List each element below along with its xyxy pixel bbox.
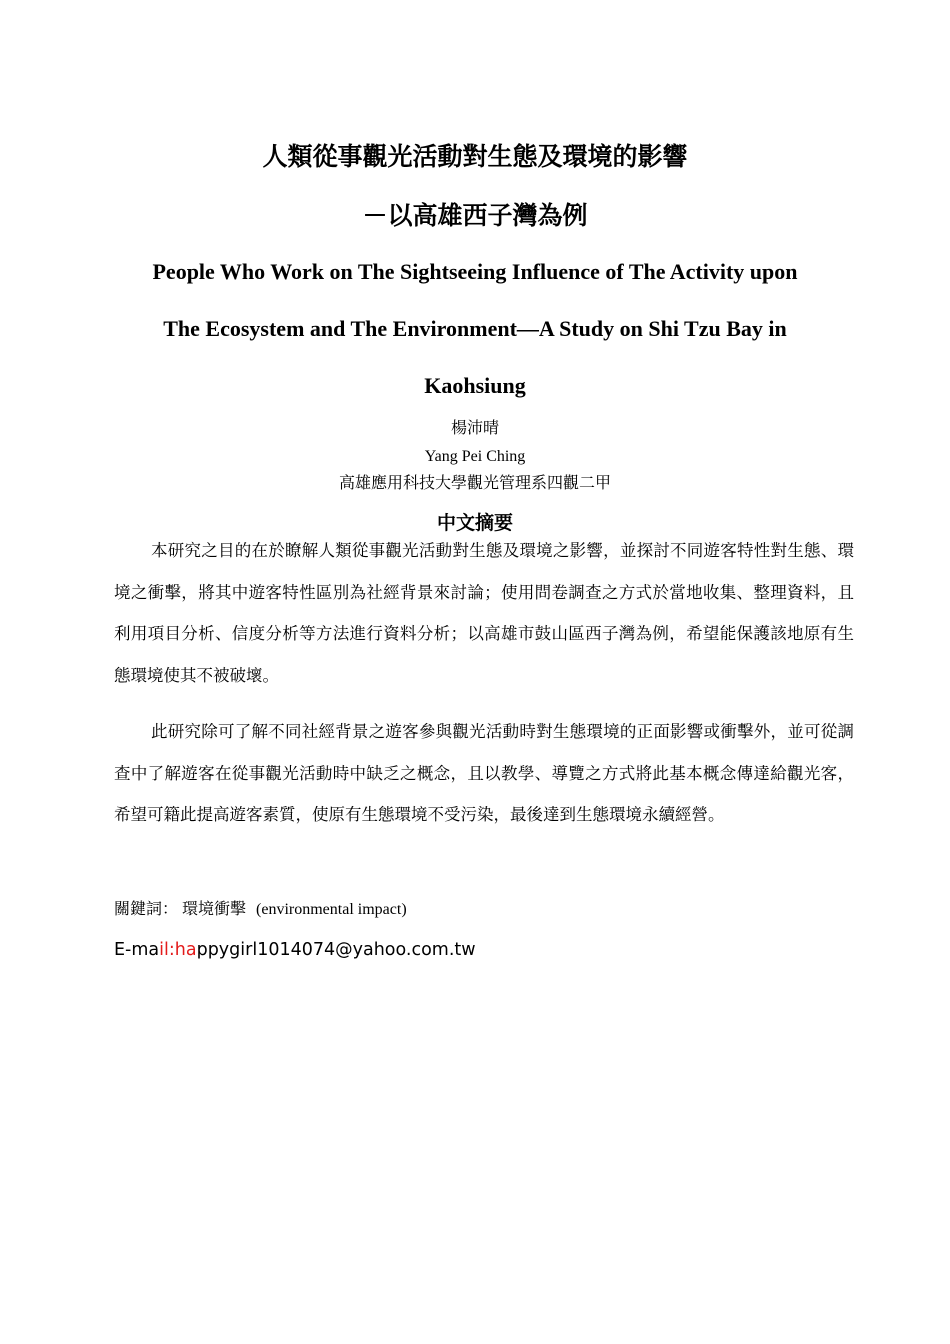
author-name-chinese: 楊沛晴 [450, 420, 499, 437]
keyword-chinese: 環境衝擊 [182, 901, 247, 918]
abstract-heading: 中文摘要 [436, 512, 513, 534]
email-text-highlight: il:ha [159, 940, 197, 960]
author-affiliation: 高雄應用科技大學觀光管理系四觀二甲 [338, 475, 611, 492]
chinese-title-line-1: 人類從事觀光活動對生態及環境的影響 [262, 142, 688, 171]
english-title-line-3: Kaohsiung [424, 373, 526, 398]
english-title-line-2: The Ecosystem and The Environment—A Study on Shi Tzu Bay in [163, 316, 787, 341]
abstract-paragraph-2: 此研究除可了解不同社經背景之遊客參與觀光活動時對生態環境的正面影響或衝擊外，並可從調查中了解遊客在從事觀光活動時中缺乏之概念，且以教學、導覽之方式將此基本概念傳達給觀光客，希望可籍此提高遊客素質，使原有生態環境不受污染，最後達到生態環境永續經營。 [114, 722, 854, 824]
keywords-label: 關鍵詞： [114, 901, 179, 918]
english-title-line-1: People Who Work on The Sightseeing Influence of The Activity upon [152, 259, 798, 284]
email-line [114, 937, 476, 963]
email-text-start: E-ma [114, 940, 160, 960]
email-text-end: ppygirl1014074@yahoo.com.tw [196, 940, 476, 960]
author-name-english: Yang Pei Ching [424, 448, 526, 465]
keywords-line [114, 898, 407, 922]
keyword-english: (environmental impact) [256, 901, 407, 918]
chinese-title-line-2: －以高雄西子灣為例 [362, 201, 588, 230]
abstract-paragraph-1: 本研究之目的在於瞭解人類從事觀光活動對生態及環境之影響，並探討不同遊客特性對生態、環境之衝擊，將其中遊客特性區別為社經背景來討論；使用問卷調查之方式於當地收集、整理資料，且利用項目分析、信度分析等方法進行資料分析；以高雄市鼓山區西子灣為例，希望能保護該地原有生態環境使其不被破壞。 [114, 541, 854, 685]
